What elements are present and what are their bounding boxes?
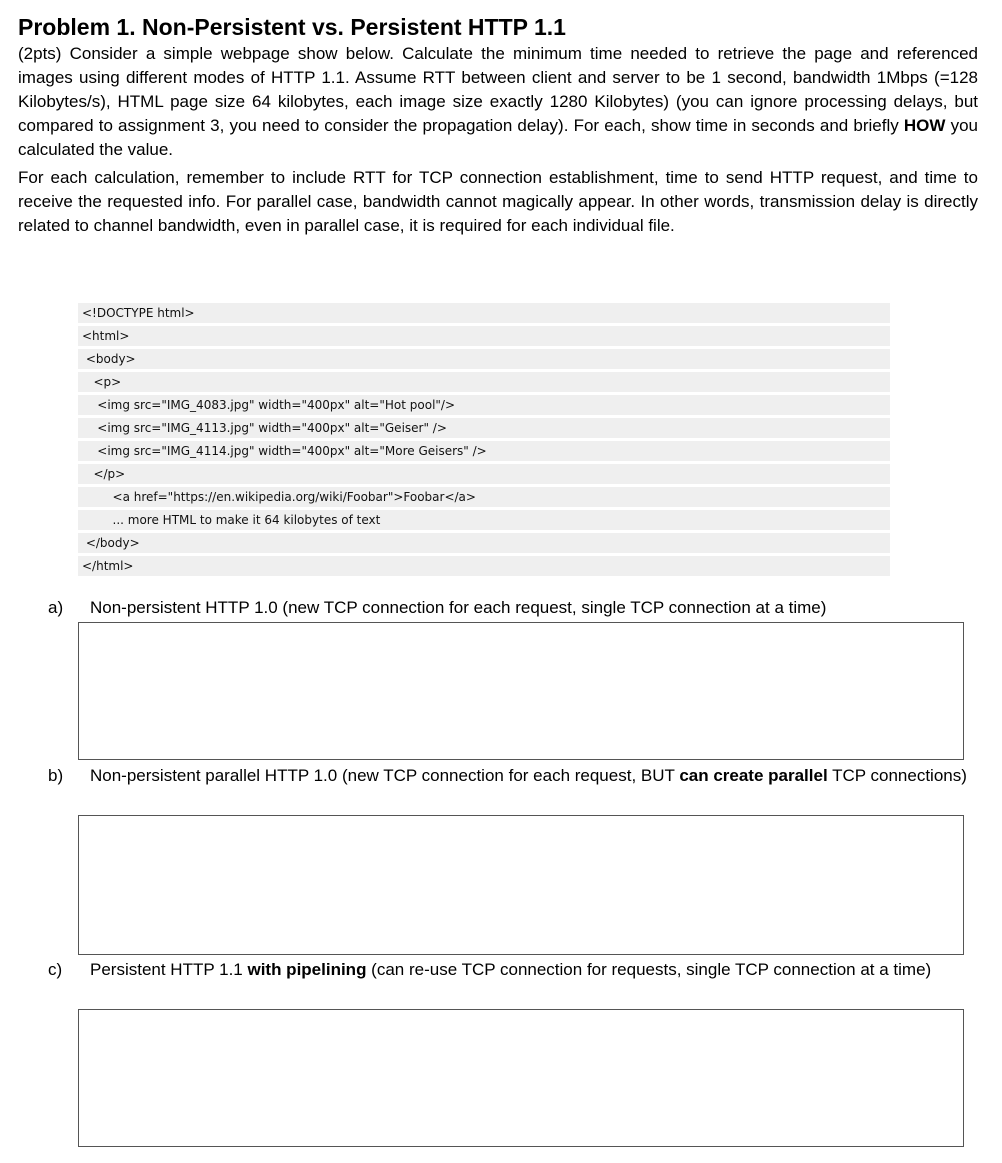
problem-title: Problem 1. Non-Persistent vs. Persistent HTTP 1.1 (18, 14, 566, 40)
problem-section (18, 12, 978, 238)
code-line: <!DOCTYPE html> (78, 303, 890, 323)
question-c-text (90, 959, 970, 981)
html-code-listing (78, 303, 890, 579)
intro-text-part-2: you calculated the value. (18, 116, 979, 159)
code-line: <img src="IMG_4113.jpg" width="400px" alt="Geiser" /> (78, 418, 890, 438)
code-line: </p> (78, 464, 890, 484)
code-line: <p> (78, 372, 890, 392)
code-line: ... more HTML to make it 64 kilobytes of text (78, 510, 890, 530)
intro-paragraph (18, 42, 978, 162)
code-line: <html> (78, 326, 890, 346)
question-a-label: a) (48, 598, 64, 617)
question-b-text-part-2: TCP connections) (827, 766, 967, 785)
code-line: <body> (78, 349, 890, 369)
intro-text-part-1: (2pts) Consider a simple webpage show below. Calculate the minimum time needed to retrieve the page and referenced images using different modes of HTTP 1.1. Assume RTT between client and server to be 1 second, bandwidth 1Mbps (=128 Kilobytes/s), HTML page size 64 kilobytes, each image size exactly 1280 Kilobytes) (you can ignore processing delays, but compared to assignment 3, you need to consider the propagation delay). For each, show time in seconds and briefly (18, 44, 978, 135)
intro-emphasis-how: HOW (903, 116, 946, 135)
question-b-emphasis: can create parallel (679, 766, 828, 785)
answer-box-c[interactable] (78, 1009, 964, 1147)
question-c-text-part-1: Persistent HTTP 1.1 (90, 960, 248, 979)
question-b-label: b) (48, 766, 64, 785)
question-c-label: c) (48, 960, 63, 979)
code-line: <img src="IMG_4114.jpg" width="400px" alt="More Geisers" /> (78, 441, 890, 461)
code-line: </body> (78, 533, 890, 553)
question-c-emphasis: with pipelining (247, 960, 367, 979)
code-line: <img src="IMG_4083.jpg" width="400px" alt="Hot pool"/> (78, 395, 890, 415)
question-a-text: Non-persistent HTTP 1.0 (new TCP connection for each request, single TCP connection at a time) (90, 598, 827, 617)
instructions-paragraph: For each calculation, remember to include RTT for TCP connection establishment, time to send HTTP request, and time to receive the requested info. For parallel case, bandwidth cannot magically appear. In other words, transmission delay is directly related to channel bandwidth, even in parallel case, it is required for each individual file. (18, 168, 978, 235)
answer-box-a[interactable] (78, 622, 964, 760)
answer-box-b[interactable] (78, 815, 964, 955)
question-c-text-part-2: (can re-use TCP connection for requests, single TCP connection at a time) (366, 960, 932, 979)
question-b-text (90, 765, 970, 787)
code-line: </html> (78, 556, 890, 576)
question-b-text-part-1: Non-persistent parallel HTTP 1.0 (new TCP connection for each request, BUT (90, 766, 680, 785)
code-line: <a href="https://en.wikipedia.org/wiki/Foobar">Foobar</a> (78, 487, 890, 507)
